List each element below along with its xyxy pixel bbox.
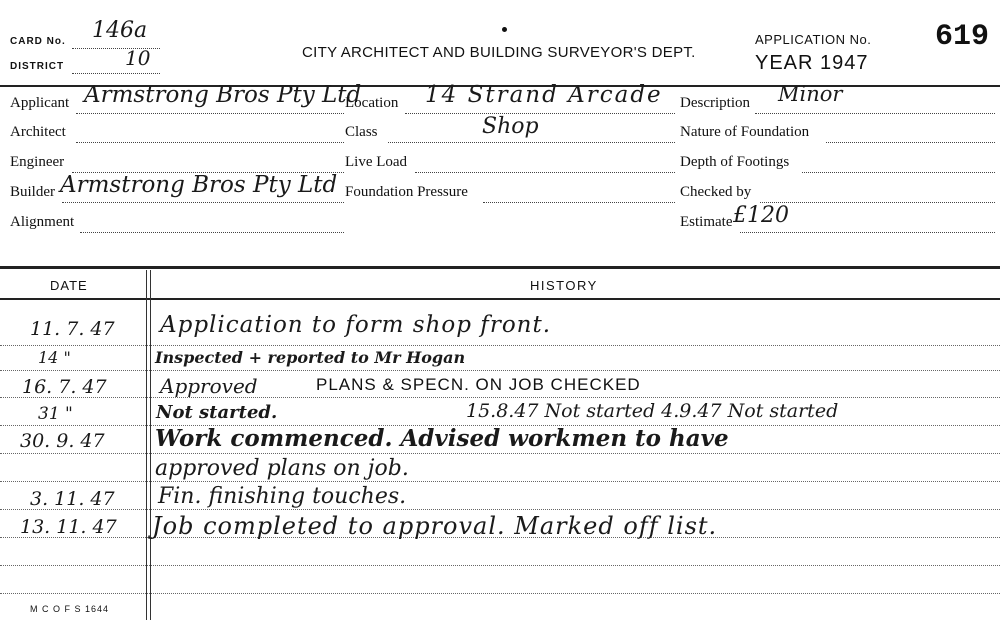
builder-value: Armstrong Bros Pty Ltd bbox=[60, 172, 338, 198]
card-no-value: 146a bbox=[92, 18, 148, 43]
history-rule bbox=[0, 509, 1000, 510]
application-label: APPLICATION No. bbox=[755, 32, 872, 47]
nature-foundation-line bbox=[826, 142, 995, 143]
location-value: 14 Strand Arcade bbox=[425, 82, 663, 108]
history-entry: Not started. bbox=[156, 402, 278, 423]
builder-line bbox=[62, 202, 344, 203]
column-divider-left bbox=[146, 270, 147, 620]
history-rule bbox=[0, 397, 1000, 398]
history-date: 3. 11. 47 bbox=[30, 488, 115, 510]
history-date: 16. 7. 47 bbox=[22, 376, 107, 398]
history-entry: Application to form shop front. bbox=[160, 312, 552, 338]
form-code: M C O F S 1644 bbox=[30, 604, 110, 614]
description-line bbox=[755, 113, 995, 114]
history-date: 30. 9. 47 bbox=[20, 430, 105, 452]
card-no-label: CARD No. bbox=[10, 36, 66, 47]
history-rule bbox=[0, 565, 1000, 566]
applicant-value: Armstrong Bros Pty Ltd bbox=[84, 82, 362, 108]
approval-stamp: PLANS & SPECN. ON JOB CHECKED bbox=[316, 375, 641, 394]
history-rule bbox=[0, 345, 1000, 346]
history-date: 31 " bbox=[38, 404, 73, 424]
history-top-rule bbox=[0, 266, 1000, 269]
applicant-line bbox=[76, 113, 344, 114]
estimate-line bbox=[740, 232, 995, 233]
foundation-pressure-label: Foundation Pressure bbox=[345, 184, 468, 200]
class-value: Shop bbox=[482, 114, 539, 139]
alignment-line bbox=[80, 232, 344, 233]
location-line bbox=[405, 113, 675, 114]
date-column-header: DATE bbox=[50, 278, 88, 293]
checked-by-label: Checked by bbox=[680, 184, 752, 200]
history-rule bbox=[0, 453, 1000, 454]
estimate-label: Estimate bbox=[680, 214, 733, 230]
estimate-value: £120 bbox=[733, 203, 789, 228]
alignment-label: Alignment bbox=[10, 214, 75, 230]
district-value: 10 bbox=[125, 46, 151, 70]
history-date: 13. 11. 47 bbox=[20, 516, 117, 538]
history-entry: Job completed to approval. Marked off list. bbox=[152, 512, 718, 540]
live-load-label: Live Load bbox=[345, 154, 408, 170]
history-rule bbox=[0, 593, 1000, 594]
builder-label: Builder bbox=[10, 184, 55, 200]
year-label: YEAR 1947 bbox=[755, 52, 869, 74]
nature-foundation-label: Nature of Foundation bbox=[680, 124, 810, 140]
history-date: 14 " bbox=[38, 348, 71, 367]
history-column-header: HISTORY bbox=[530, 278, 598, 293]
location-label: Location bbox=[345, 95, 399, 111]
history-rule bbox=[0, 370, 1000, 371]
dept-title: CITY ARCHITECT AND BUILDING SURVEYOR'S DEPT. bbox=[302, 44, 696, 61]
column-divider-right bbox=[150, 270, 151, 620]
class-label: Class bbox=[345, 124, 378, 140]
history-entry-followup: 15.8.47 Not started 4.9.47 Not started bbox=[466, 400, 839, 422]
district-label: DISTRICT bbox=[10, 61, 65, 72]
description-value: Minor bbox=[778, 82, 843, 106]
live-load-line bbox=[415, 172, 675, 173]
history-entry: approved plans on job. bbox=[155, 456, 409, 481]
foundation-pressure-line bbox=[483, 202, 675, 203]
application-number: 619 bbox=[935, 20, 990, 54]
history-entry: Fin. finishing touches. bbox=[158, 484, 407, 509]
district-line bbox=[72, 73, 160, 74]
history-date: 11. 7. 47 bbox=[30, 318, 115, 340]
checked-by-line bbox=[760, 202, 995, 203]
applicant-label: Applicant bbox=[10, 95, 70, 111]
engineer-label: Engineer bbox=[10, 154, 65, 170]
depth-footings-label: Depth of Footings bbox=[680, 154, 790, 170]
class-line bbox=[388, 142, 675, 143]
history-entry: Inspected + reported to Mr Hogan bbox=[155, 348, 466, 367]
description-label: Description bbox=[680, 95, 750, 111]
depth-footings-line bbox=[802, 172, 995, 173]
history-rule bbox=[0, 481, 1000, 482]
punch-dot bbox=[502, 27, 507, 32]
architect-label: Architect bbox=[10, 124, 66, 140]
history-entry: Work commenced. Advised workmen to have bbox=[155, 425, 729, 452]
architect-line bbox=[76, 142, 344, 143]
history-entry: Approved bbox=[160, 374, 258, 398]
